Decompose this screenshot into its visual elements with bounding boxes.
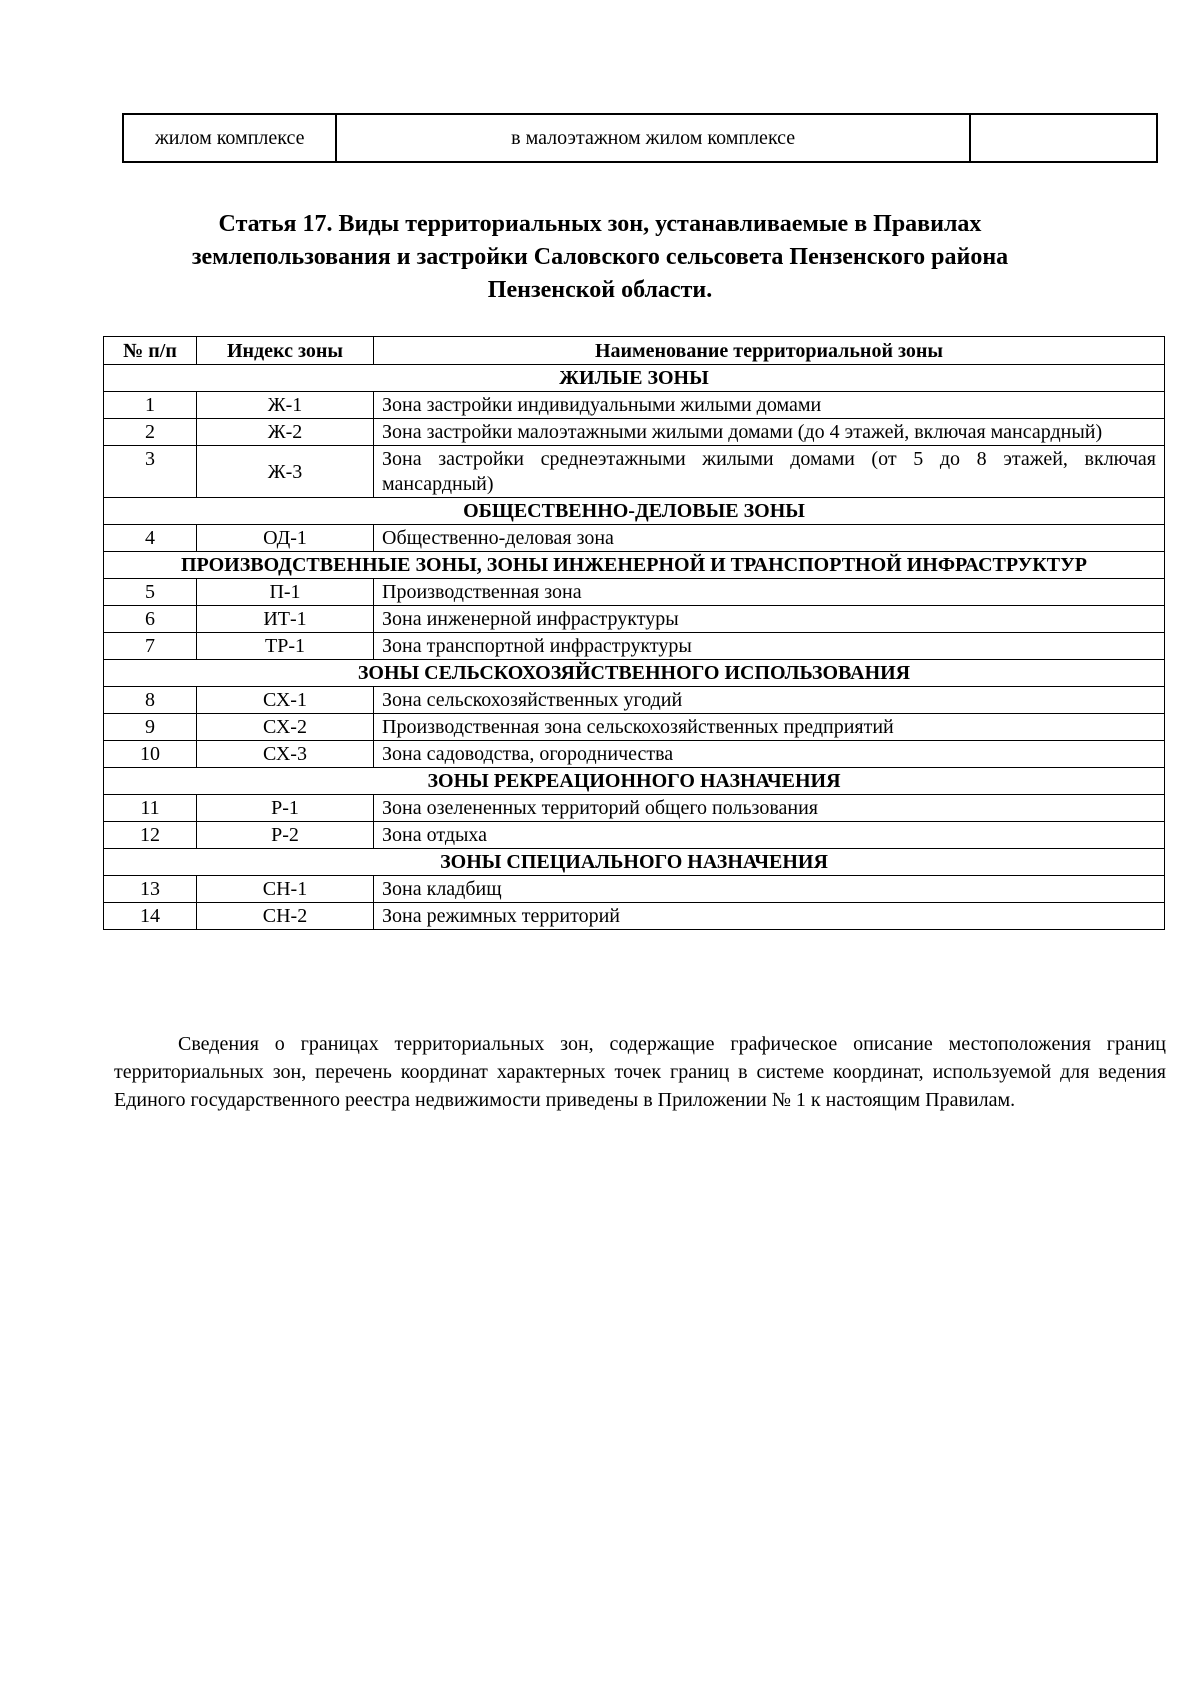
zone-name: Зона озелененных территорий общего пользования	[374, 795, 1165, 822]
group-title-special-purpose: ЗОНЫ СПЕЦИАЛЬНОГО НАЗНАЧЕНИЯ	[104, 849, 1165, 876]
row-number: 14	[104, 903, 197, 930]
continued-table-fragment	[122, 113, 1158, 163]
table-row	[104, 903, 1165, 930]
zone-index: СН-1	[197, 876, 374, 903]
article-title: Статья 17. Виды территориальных зон, устанавливаемые в Правилах землепользования и застройки Саловского сельсовета Пензенского района Пензенской области.	[191, 211, 1009, 303]
row-number: 4	[104, 525, 197, 552]
row-number: 1	[104, 392, 197, 419]
group-title-agricultural: ЗОНЫ СЕЛЬСКОХОЗЯЙСТВЕННОГО ИСПОЛЬЗОВАНИЯ	[104, 660, 1165, 687]
table-row	[104, 795, 1165, 822]
group-row	[104, 498, 1165, 525]
row-number: 3	[104, 446, 197, 498]
zone-name: Зона инженерной инфраструктуры	[374, 606, 1165, 633]
zone-index: Р-2	[197, 822, 374, 849]
zone-name: Зона застройки индивидуальными жилыми домами	[374, 392, 1165, 419]
zone-name: Зона режимных территорий	[374, 903, 1165, 930]
header-zone-index: Индекс зоны	[197, 337, 374, 365]
row-number: 7	[104, 633, 197, 660]
zone-index: Ж-1	[197, 392, 374, 419]
group-title-residential: ЖИЛЫЕ ЗОНЫ	[104, 365, 1165, 392]
row-number: 10	[104, 741, 197, 768]
row-number: 6	[104, 606, 197, 633]
zone-index: ОД-1	[197, 525, 374, 552]
zone-index: СН-2	[197, 903, 374, 930]
group-title-industrial-infrastructure: ПРОИЗВОДСТВЕННЫЕ ЗОНЫ, ЗОНЫ ИНЖЕНЕРНОЙ И ТРАНСПОРТНОЙ ИНФРАСТРУКТУР	[104, 552, 1165, 579]
group-row	[104, 552, 1165, 579]
group-row	[104, 849, 1165, 876]
table-row	[104, 579, 1165, 606]
group-row	[104, 365, 1165, 392]
table-row	[104, 633, 1165, 660]
table-row	[104, 741, 1165, 768]
zone-name: Зона застройки малоэтажными жилыми домами (до 4 этажей, включая мансардный)	[374, 419, 1165, 446]
zone-index: СХ-2	[197, 714, 374, 741]
table-row	[104, 876, 1165, 903]
table-cell: жилом комплексе	[123, 114, 336, 162]
zone-index: Р-1	[197, 795, 374, 822]
table-cell: в малоэтажном жилом комплексе	[336, 114, 969, 162]
table-header-row	[104, 337, 1165, 365]
zone-index: Ж-3	[197, 446, 374, 498]
territorial-zones-table	[103, 336, 1165, 930]
zone-index: СХ-3	[197, 741, 374, 768]
row-number: 8	[104, 687, 197, 714]
zone-index: ТР-1	[197, 633, 374, 660]
table-cell	[970, 114, 1157, 162]
group-title-recreational: ЗОНЫ РЕКРЕАЦИОННОГО НАЗНАЧЕНИЯ	[104, 768, 1165, 795]
zone-index: П-1	[197, 579, 374, 606]
table-row	[123, 114, 1157, 162]
zone-name: Зона сельскохозяйственных угодий	[374, 687, 1165, 714]
table-row	[104, 822, 1165, 849]
table-row	[104, 446, 1165, 498]
header-number: № п/п	[104, 337, 197, 365]
row-number: 9	[104, 714, 197, 741]
body-paragraph: Сведения о границах территориальных зон, содержащие графическое описание местоположения границ территориальных зон, перечень координат характерных точек границ в системе координат, используемой для ведения Единого государственного реестра недвижимости приведены в Приложении № 1 к настоящим Правилам.	[114, 1033, 1166, 1111]
zone-index: ИТ-1	[197, 606, 374, 633]
zone-name: Зона отдыха	[374, 822, 1165, 849]
table-row	[104, 392, 1165, 419]
zone-name: Зона транспортной инфраструктуры	[374, 633, 1165, 660]
table-row	[104, 714, 1165, 741]
zone-name: Производственная зона	[374, 579, 1165, 606]
group-title-public-business: ОБЩЕСТВЕННО-ДЕЛОВЫЕ ЗОНЫ	[104, 498, 1165, 525]
table-row	[104, 419, 1165, 446]
header-zone-name: Наименование территориальной зоны	[374, 337, 1165, 365]
zone-index: Ж-2	[197, 419, 374, 446]
zone-name: Производственная зона сельскохозяйственных предприятий	[374, 714, 1165, 741]
row-number: 12	[104, 822, 197, 849]
row-number: 2	[104, 419, 197, 446]
zone-name: Зона кладбищ	[374, 876, 1165, 903]
row-number: 5	[104, 579, 197, 606]
zone-index: СХ-1	[197, 687, 374, 714]
group-row	[104, 660, 1165, 687]
zone-name: Общественно-деловая зона	[374, 525, 1165, 552]
table-row	[104, 687, 1165, 714]
zone-name: Зона застройки среднеэтажными жилыми домами (от 5 до 8 этажей, включая мансардный)	[374, 446, 1165, 498]
group-row	[104, 768, 1165, 795]
zone-name: Зона садоводства, огородничества	[374, 741, 1165, 768]
table-row	[104, 525, 1165, 552]
table-row	[104, 606, 1165, 633]
row-number: 13	[104, 876, 197, 903]
row-number: 11	[104, 795, 197, 822]
